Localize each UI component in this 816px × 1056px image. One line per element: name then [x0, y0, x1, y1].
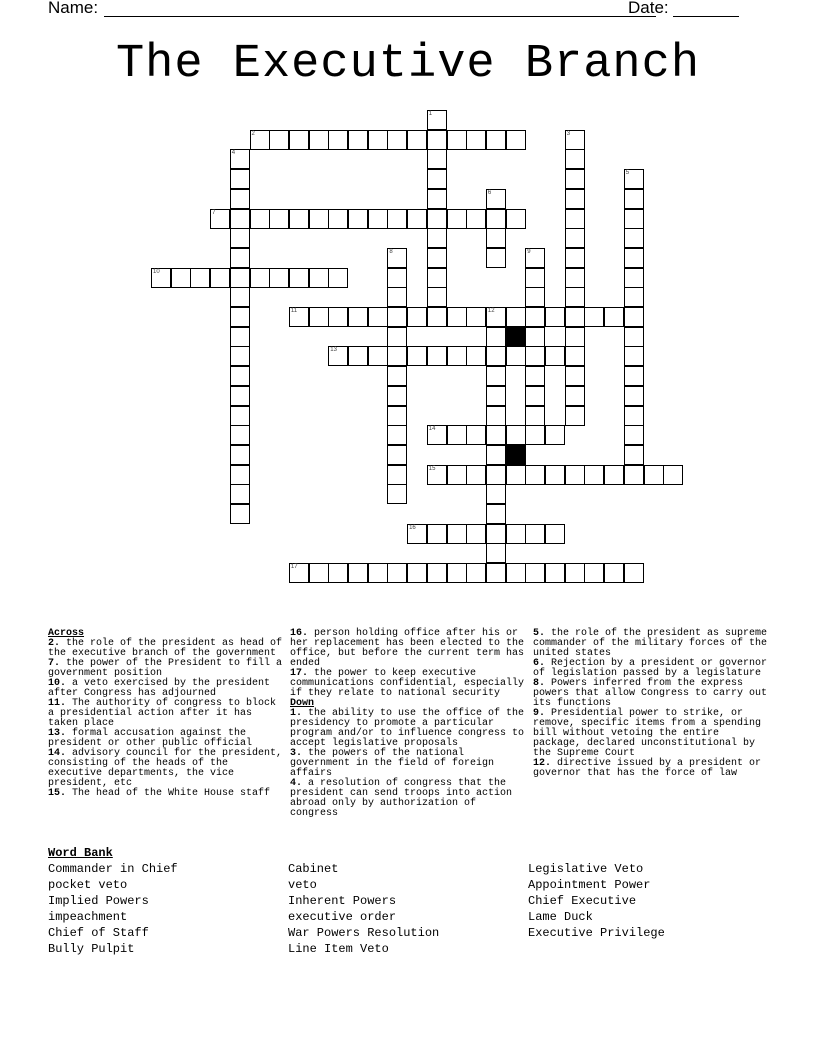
grid-cell[interactable] — [387, 346, 407, 366]
grid-cell[interactable] — [348, 563, 368, 583]
grid-cell[interactable] — [387, 130, 407, 150]
grid-cell[interactable] — [584, 465, 604, 485]
grid-cell[interactable] — [427, 130, 447, 150]
grid-cell[interactable] — [525, 366, 545, 386]
grid-cell[interactable] — [565, 327, 585, 347]
down-clue — [533, 759, 769, 779]
word-bank-item: pocket veto — [48, 878, 128, 892]
clue-text: the role of the president as supreme commander of the military forces of the united states — [533, 628, 768, 659]
clue-number: 15 — [428, 465, 436, 472]
grid-cell[interactable] — [506, 209, 526, 229]
grid-cell[interactable] — [427, 228, 447, 248]
grid-cell[interactable] — [230, 189, 250, 209]
grid-cell[interactable] — [348, 307, 368, 327]
down-clue — [533, 629, 769, 659]
grid-cell[interactable] — [348, 209, 368, 229]
clue-number-label: 4. — [290, 778, 309, 789]
grid-cell[interactable] — [624, 386, 644, 406]
grid-cell[interactable] — [565, 149, 585, 169]
clue-number: 5 — [625, 170, 630, 177]
word-bank-item: Lame Duck — [528, 910, 593, 924]
grid-cell[interactable] — [447, 465, 467, 485]
clue-text: the powers of the national government in the field of foreign affairs — [290, 748, 495, 779]
clue-number-label: 15. — [48, 788, 73, 799]
grid-cell[interactable] — [545, 425, 565, 445]
grid-cell[interactable] — [506, 346, 526, 366]
grid-cell[interactable] — [328, 268, 348, 288]
grid-cell[interactable] — [250, 268, 270, 288]
grid-cell[interactable] — [565, 268, 585, 288]
grid-cell[interactable] — [328, 130, 348, 150]
clue-number: 7 — [212, 209, 216, 216]
word-bank-item: Appointment Power — [528, 878, 651, 892]
grid-cell[interactable] — [506, 524, 526, 544]
grid-cell[interactable] — [210, 268, 230, 288]
grid-cell[interactable] — [427, 169, 447, 189]
grid-cell[interactable] — [348, 130, 368, 150]
clue-number: 6 — [487, 189, 492, 196]
word-bank-item: Chief of Staff — [48, 926, 149, 940]
grid-cell[interactable] — [387, 484, 407, 504]
grid-cell[interactable] — [624, 268, 644, 288]
grid-cell[interactable] — [328, 209, 348, 229]
grid-cell[interactable] — [565, 563, 585, 583]
grid-cell[interactable] — [230, 209, 250, 229]
clue-number-label: 1. — [290, 708, 309, 719]
grid-cell[interactable] — [486, 543, 506, 563]
grid-cell[interactable] — [447, 307, 467, 327]
word-bank-item: Implied Powers — [48, 894, 149, 908]
grid-cell[interactable] — [230, 484, 250, 504]
grid-cell[interactable] — [486, 386, 506, 406]
word-bank-item: impeachment — [48, 910, 128, 924]
grid-cell[interactable] — [486, 484, 506, 504]
clue-number-label: 11. — [48, 698, 73, 709]
name-label: Name: — [48, 0, 99, 17]
grid-cell[interactable] — [427, 346, 447, 366]
grid-cell[interactable] — [171, 268, 191, 288]
word-bank-column-3 — [528, 861, 665, 941]
word-bank-item: Bully Pulpit — [48, 942, 135, 956]
grid-cell[interactable] — [624, 248, 644, 268]
grid-cell[interactable] — [328, 563, 348, 583]
grid-cell[interactable] — [525, 563, 545, 583]
grid-cell[interactable] — [309, 209, 329, 229]
clue-number: 10 — [153, 268, 160, 275]
grid-cell[interactable] — [525, 524, 545, 544]
grid-cell[interactable] — [230, 504, 250, 524]
grid-cell[interactable] — [624, 465, 644, 485]
grid-cell[interactable] — [230, 425, 250, 445]
grid-cell[interactable] — [486, 406, 506, 426]
clue-number: 16 — [409, 524, 416, 531]
grid-cell[interactable] — [486, 248, 506, 268]
clue-text: Powers inferred from the express powers that allow Congress to carry out its functions — [533, 678, 768, 709]
grid-cell[interactable] — [525, 386, 545, 406]
grid-cell[interactable] — [387, 366, 407, 386]
grid-cell[interactable] — [624, 189, 644, 209]
grid-cell[interactable] — [624, 425, 644, 445]
grid-cell[interactable] — [387, 425, 407, 445]
grid-cell[interactable] — [309, 563, 329, 583]
grid-cell[interactable] — [230, 386, 250, 406]
grid-cell[interactable] — [387, 445, 407, 465]
across-clue — [48, 679, 284, 699]
grid-cell[interactable] — [230, 287, 250, 307]
word-bank-item: War Powers Resolution — [288, 926, 440, 940]
clue-text: the power of the President to fill a government position — [48, 658, 283, 679]
clue-text: advisory council for the president, consisting of the heads of the executive departments, the vice president, etc — [48, 748, 283, 789]
grid-cell[interactable] — [545, 465, 565, 485]
grid-cell[interactable] — [506, 130, 526, 150]
grid-block — [506, 327, 526, 347]
grid-cell[interactable] — [584, 563, 604, 583]
clue-number-label: 12. — [533, 758, 558, 769]
across-clue — [290, 669, 526, 699]
clue-text: formal accusation against the president or other public official — [48, 728, 253, 749]
clue-text: a resolution of congress that the president can send troops into action abroad only by authorization of congress — [290, 778, 513, 819]
down-clue — [533, 659, 769, 679]
grid-cell[interactable] — [309, 130, 329, 150]
grid-cell[interactable] — [387, 307, 407, 327]
grid-cell[interactable] — [486, 445, 506, 465]
clue-number: 13 — [330, 347, 337, 354]
grid-cell[interactable] — [525, 425, 545, 445]
grid-cell[interactable] — [565, 228, 585, 248]
grid-cell[interactable] — [565, 248, 585, 268]
grid-cell[interactable] — [230, 346, 250, 366]
clue-number: 1 — [428, 111, 433, 117]
grid-cell[interactable] — [230, 248, 250, 268]
grid-cell[interactable] — [348, 346, 368, 366]
grid-cell[interactable] — [545, 563, 565, 583]
grid-cell[interactable] — [230, 465, 250, 485]
grid-cell[interactable] — [289, 130, 309, 150]
grid-cell[interactable] — [624, 445, 644, 465]
grid-cell[interactable] — [525, 287, 545, 307]
grid-cell[interactable] — [486, 228, 506, 248]
grid-cell[interactable] — [387, 406, 407, 426]
grid-cell[interactable] — [486, 346, 506, 366]
grid-cell[interactable] — [447, 563, 467, 583]
clue-number-label: 17. — [290, 668, 315, 679]
down-clue — [533, 709, 769, 759]
grid-cell[interactable] — [309, 307, 329, 327]
grid-cell[interactable] — [447, 130, 467, 150]
grid-cell[interactable] — [387, 465, 407, 485]
grid-cell[interactable] — [427, 209, 447, 229]
grid-cell[interactable] — [565, 209, 585, 229]
grid-cell[interactable] — [644, 465, 664, 485]
grid-cell[interactable] — [427, 563, 447, 583]
grid-cell[interactable] — [427, 524, 447, 544]
word-bank-title: Word Bank — [48, 846, 113, 860]
grid-cell[interactable] — [624, 327, 644, 347]
clue-number-label: 3. — [290, 748, 309, 759]
grid-cell[interactable] — [565, 386, 585, 406]
grid-cell[interactable] — [230, 169, 250, 189]
clue-number-label: 2. — [48, 638, 67, 649]
clue-text: the power to keep executive communications confidential, especially if they relate to national security — [290, 668, 525, 699]
down-clue — [533, 679, 769, 709]
grid-cell[interactable] — [407, 346, 427, 366]
word-bank-item: Inherent Powers — [288, 894, 397, 908]
clue-number-label: 16. — [290, 628, 315, 639]
clue-text: the ability to use the office of the presidency to promote a particular program and/or to influence congress to accept legislative proposals — [290, 708, 525, 749]
across-heading: Across — [48, 628, 85, 639]
grid-cell[interactable] — [387, 563, 407, 583]
word-bank-item: veto — [288, 878, 317, 892]
grid-cell[interactable] — [525, 268, 545, 288]
clue-number-label: 5. — [533, 628, 552, 639]
grid-cell[interactable] — [427, 149, 447, 169]
grid-cell[interactable] — [486, 504, 506, 524]
clue-number-label: 8. — [533, 678, 552, 689]
grid-cell[interactable] — [486, 465, 506, 485]
grid-cell[interactable] — [565, 346, 585, 366]
grid-cell[interactable] — [230, 406, 250, 426]
clue-number: 14 — [428, 426, 436, 433]
clues-column-1 — [48, 629, 284, 799]
clue-text: Presidential power to strike, or remove, specific items from a spending bill without vetoing the entire package, declared unconstitutional by the Supreme Court — [533, 708, 762, 759]
word-bank-item: Executive Privilege — [528, 926, 665, 940]
grid-cell[interactable] — [525, 307, 545, 327]
grid-cell[interactable] — [525, 346, 545, 366]
clue-number: 11 — [290, 308, 298, 314]
grid-cell[interactable] — [250, 209, 270, 229]
clues-column-3 — [533, 629, 769, 779]
clue-number-label: 14. — [48, 748, 73, 759]
clue-text: The head of the White House staff — [72, 788, 271, 799]
grid-cell[interactable] — [407, 307, 427, 327]
grid-cell[interactable] — [387, 268, 407, 288]
clue-number: 4 — [231, 150, 236, 157]
grid-cell[interactable] — [407, 209, 427, 229]
grid-cell[interactable] — [565, 406, 585, 426]
grid-cell[interactable] — [466, 465, 486, 485]
grid-cell[interactable] — [447, 209, 467, 229]
grid-cell[interactable] — [427, 287, 447, 307]
grid-cell[interactable] — [565, 366, 585, 386]
word-bank-column-1 — [48, 861, 178, 957]
grid-cell[interactable] — [427, 268, 447, 288]
clue-number: 3 — [566, 130, 571, 137]
clue-text: directive issued by a president or governor that has the force of law — [533, 758, 762, 779]
grid-cell[interactable] — [545, 307, 565, 327]
grid-cell[interactable] — [368, 307, 388, 327]
across-clue — [48, 699, 284, 729]
word-bank-item: Cabinet — [288, 862, 339, 876]
clue-text: person holding office after his or her replacement has been elected to the office, but before the current term has ended — [290, 628, 525, 669]
grid-cell[interactable] — [525, 406, 545, 426]
word-bank-column-2 — [288, 861, 439, 957]
grid-cell[interactable] — [486, 425, 506, 445]
grid-cell[interactable] — [269, 130, 289, 150]
grid-cell[interactable] — [486, 209, 506, 229]
word-bank-item: Line Item Veto — [288, 942, 389, 956]
grid-cell[interactable] — [427, 189, 447, 209]
grid-cell[interactable] — [387, 287, 407, 307]
grid-cell[interactable] — [466, 524, 486, 544]
grid-cell[interactable] — [466, 425, 486, 445]
grid-cell[interactable] — [407, 563, 427, 583]
grid-cell[interactable] — [230, 307, 250, 327]
grid-cell[interactable] — [624, 406, 644, 426]
grid-cell[interactable] — [545, 524, 565, 544]
grid-cell[interactable] — [387, 386, 407, 406]
page-title: The Executive Branch — [115, 38, 701, 91]
word-bank-item: Legislative Veto — [528, 862, 644, 876]
clues-column-2 — [290, 629, 526, 819]
grid-cell[interactable] — [486, 366, 506, 386]
clue-text: the role of the president as head of the executive branch of the government — [48, 638, 283, 659]
grid-cell[interactable] — [447, 425, 467, 445]
grid-cell[interactable] — [604, 465, 624, 485]
grid-cell[interactable] — [663, 465, 683, 485]
grid-cell[interactable] — [427, 307, 447, 327]
grid-cell[interactable] — [387, 209, 407, 229]
grid-cell[interactable] — [368, 563, 388, 583]
grid-cell[interactable] — [447, 524, 467, 544]
grid-cell[interactable] — [447, 346, 467, 366]
grid-cell[interactable] — [486, 563, 506, 583]
clue-number: 17 — [290, 564, 298, 571]
clue-text: The authority of congress to block a presidential action after it has taken place — [48, 698, 277, 729]
grid-cell[interactable] — [486, 327, 506, 347]
grid-cell[interactable] — [368, 130, 388, 150]
clue-text: Rejection by a president or governor of legislation passed by a legislature — [533, 658, 768, 679]
clue-number: 9 — [527, 248, 531, 255]
clue-number-label: 10. — [48, 678, 73, 689]
grid-cell[interactable] — [328, 307, 348, 327]
across-clue — [48, 659, 284, 679]
grid-cell[interactable] — [466, 563, 486, 583]
grid-cell[interactable] — [525, 465, 545, 485]
grid-cell[interactable] — [565, 465, 585, 485]
grid-cell[interactable] — [506, 425, 526, 445]
grid-cell[interactable] — [387, 327, 407, 347]
grid-block — [506, 445, 526, 465]
clue-number-label: 7. — [48, 658, 67, 669]
grid-cell[interactable] — [624, 287, 644, 307]
word-bank-item: Commander in Chief — [48, 862, 178, 876]
grid-cell[interactable] — [604, 563, 624, 583]
across-clue — [48, 749, 284, 789]
across-clue — [48, 789, 284, 799]
clue-text: a veto exercised by the president after Congress has adjourned — [48, 678, 271, 699]
grid-cell[interactable] — [565, 287, 585, 307]
grid-cell[interactable] — [624, 209, 644, 229]
grid-cell[interactable] — [289, 268, 309, 288]
grid-cell[interactable] — [427, 248, 447, 268]
grid-cell[interactable] — [486, 130, 506, 150]
across-clue — [48, 639, 284, 659]
down-clue — [290, 749, 526, 779]
grid-cell[interactable] — [407, 130, 427, 150]
grid-cell[interactable] — [289, 209, 309, 229]
grid-cell[interactable] — [230, 228, 250, 248]
down-clue — [290, 779, 526, 819]
across-clue — [48, 729, 284, 749]
grid-cell[interactable] — [624, 366, 644, 386]
down-heading: Down — [290, 698, 315, 709]
grid-cell[interactable] — [506, 465, 526, 485]
grid-cell[interactable] — [506, 307, 526, 327]
grid-cell[interactable] — [368, 209, 388, 229]
grid-cell[interactable] — [624, 563, 644, 583]
grid-cell[interactable] — [624, 346, 644, 366]
grid-cell[interactable] — [565, 189, 585, 209]
grid-cell[interactable] — [230, 268, 250, 288]
clue-number: 2 — [251, 130, 255, 137]
grid-cell[interactable] — [624, 307, 644, 327]
grid-cell[interactable] — [565, 307, 585, 327]
grid-cell[interactable] — [269, 209, 289, 229]
grid-cell[interactable] — [486, 524, 506, 544]
grid-cell[interactable] — [466, 307, 486, 327]
grid-cell[interactable] — [584, 307, 604, 327]
grid-cell[interactable] — [506, 563, 526, 583]
word-bank-item: executive order — [288, 910, 397, 924]
grid-cell[interactable] — [368, 346, 388, 366]
down-clue — [290, 709, 526, 749]
clue-number: 12 — [487, 308, 495, 314]
grid-cell[interactable] — [466, 130, 486, 150]
grid-cell[interactable] — [269, 268, 289, 288]
grid-cell[interactable] — [466, 209, 486, 229]
grid-cell[interactable] — [190, 268, 210, 288]
word-bank-item: Chief Executive — [528, 894, 637, 908]
across-clue — [290, 629, 526, 669]
date-label: Date: — [628, 0, 669, 17]
grid-cell[interactable] — [309, 268, 329, 288]
grid-cell[interactable] — [466, 346, 486, 366]
clue-number: 8 — [389, 248, 393, 255]
grid-cell[interactable] — [230, 445, 250, 465]
clue-number-label: 9. — [533, 708, 552, 719]
grid-cell[interactable] — [604, 307, 624, 327]
grid-cell[interactable] — [624, 228, 644, 248]
grid-cell[interactable] — [545, 346, 565, 366]
grid-cell[interactable] — [525, 327, 545, 347]
grid-cell[interactable] — [230, 366, 250, 386]
grid-cell[interactable] — [565, 169, 585, 189]
clue-number-label: 13. — [48, 728, 73, 739]
clue-number-label: 6. — [533, 658, 552, 669]
grid-cell[interactable] — [230, 327, 250, 347]
